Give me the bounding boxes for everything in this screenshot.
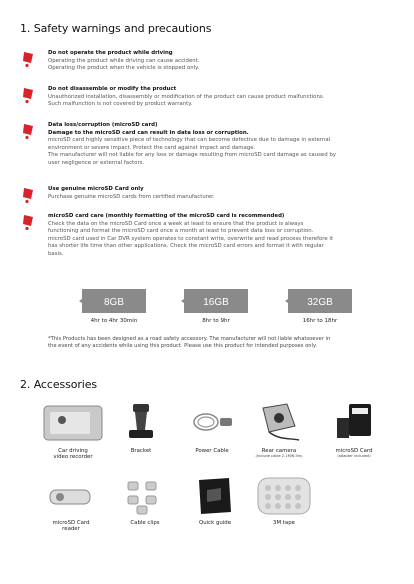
accessory-microsd-card xyxy=(324,400,384,458)
warning-line: Unauthorized installation, disassembly or modification of the product can cause product malfunctions. xyxy=(48,93,325,100)
accessory-dashcam xyxy=(38,400,108,461)
bracket-icon xyxy=(121,400,161,444)
warning-line: microSD card used in Car DVR system operates to constant write, overwrite and read process therefore it xyxy=(48,235,334,242)
warning-line: has shorter life time than other applications. Check the microSD card errors and format it with regular xyxy=(48,243,324,250)
microsd-card-icon xyxy=(78,287,150,315)
accessory-card-reader xyxy=(40,476,102,533)
sd-card-16gb xyxy=(180,287,252,324)
warning-line: user negligence or external factors. xyxy=(48,159,145,166)
sd-card-8gb xyxy=(78,287,150,324)
accessory-label: Rear camera xyxy=(261,448,297,454)
accessory-power-cable xyxy=(184,400,240,454)
tape-icon xyxy=(256,476,312,516)
accessory-3m-tape xyxy=(256,476,312,526)
rear-camera-icon xyxy=(249,400,309,444)
warning-item-card-care xyxy=(22,213,392,259)
sd-card-time: 4hr to 4hr 30min xyxy=(90,318,138,324)
microsd-card-icon xyxy=(180,287,252,315)
warning-line: microSD card highly sensitive piece of technology that can become defective due to damage in external xyxy=(48,137,331,144)
warning-item-disassemble xyxy=(22,86,392,109)
sd-card-size-label: 16GB xyxy=(203,297,229,308)
accessory-label: 3M tape xyxy=(273,520,295,526)
warning-title: Data loss/corruption (microSD card) xyxy=(48,122,158,128)
accessory-label: Bracket xyxy=(130,448,152,454)
quick-guide-icon xyxy=(193,476,237,516)
safety-footnote xyxy=(48,336,378,350)
accessory-sublabel: (include cable 2.1M/6.5m) xyxy=(255,454,303,459)
warning-line: Operating the product while driving can cause accident. xyxy=(48,57,200,64)
sd-card-time: 16hr to 18hr xyxy=(302,318,338,324)
warning-line: Such malfunction is not covered by product warranty. xyxy=(48,101,193,108)
microsd-card-icon xyxy=(284,287,356,315)
sd-card-size-label: 32GB xyxy=(307,297,333,308)
warning-line: The manufacturer will not liable for any loss or damage resulting from microSD card damage as caused by xyxy=(48,152,336,159)
accessory-label: Car driving xyxy=(58,448,88,454)
exclamation-icon xyxy=(22,187,36,204)
exclamation-icon xyxy=(22,51,36,68)
accessory-rear-camera xyxy=(246,400,312,458)
warning-item-driving xyxy=(22,50,392,73)
warning-title-2: Damage to the microSD card can result in data loss or corruption. xyxy=(48,129,249,136)
warning-title: microSD card care (monthly formatting of the microSD card is recommended) xyxy=(48,213,285,219)
exclamation-icon xyxy=(22,214,36,231)
warning-line: Purchase genuine microSD cards from certified manufacturer. xyxy=(48,193,215,200)
warning-item-data-loss xyxy=(22,122,392,168)
accessory-label: microSD Card xyxy=(335,448,373,454)
accessory-quick-guide xyxy=(188,476,242,526)
accessory-label: microSD Card xyxy=(52,520,90,526)
accessory-bracket xyxy=(118,400,164,454)
microsd-card-icon xyxy=(329,400,379,444)
warning-line: Check the data on the microSD Card once a week at least to ensure that the product is always xyxy=(48,220,304,227)
accessory-label: Power Cable xyxy=(195,448,229,454)
power-cable-icon xyxy=(186,400,238,444)
warning-title: Do not disassemble or modify the product xyxy=(48,86,177,92)
accessory-label-2: reader xyxy=(62,526,80,533)
warning-line: Operating the product when the vehicle is stopped only. xyxy=(48,65,200,72)
exclamation-icon xyxy=(22,87,36,104)
cable-clips-icon xyxy=(120,476,170,516)
section-title-safety: 1. Safety warnings and precautions xyxy=(20,22,212,35)
warning-line: functioning and format the microSD card once a month at least to prevent data loss or corruption. xyxy=(48,228,314,235)
accessory-sublabel: (adapter included) xyxy=(337,454,371,459)
section-title-accessories: 2. Accessories xyxy=(20,378,98,391)
exclamation-icon xyxy=(22,123,36,140)
warning-title: Use genuine microSD Card only xyxy=(48,186,144,192)
sd-card-size-label: 8GB xyxy=(103,297,125,308)
warning-title: Do not operate the product while driving xyxy=(48,50,173,56)
sd-card-time: 8hr to 9hr xyxy=(202,318,230,324)
footnote-line: the event of any accidents while using this product. Please use this product for intended purposes only. xyxy=(48,343,317,349)
footnote-line: *This Products has been designed as a road safety accessory. The manufacturer will not liable whatsoever in xyxy=(48,336,331,342)
accessory-label: Quick guide xyxy=(198,520,232,526)
warning-item-genuine-card xyxy=(22,186,392,201)
accessory-label: Cable clips xyxy=(130,520,160,526)
accessory-label-2: video recorder xyxy=(53,454,93,461)
warning-line: basis. xyxy=(48,250,64,257)
sd-card-32gb xyxy=(284,287,356,324)
accessory-cable-clips xyxy=(118,476,172,526)
warning-line: environment or severe impact. Protect the card against impact and damage. xyxy=(48,144,256,151)
card-reader-icon xyxy=(44,476,98,516)
dashcam-icon xyxy=(40,400,106,444)
